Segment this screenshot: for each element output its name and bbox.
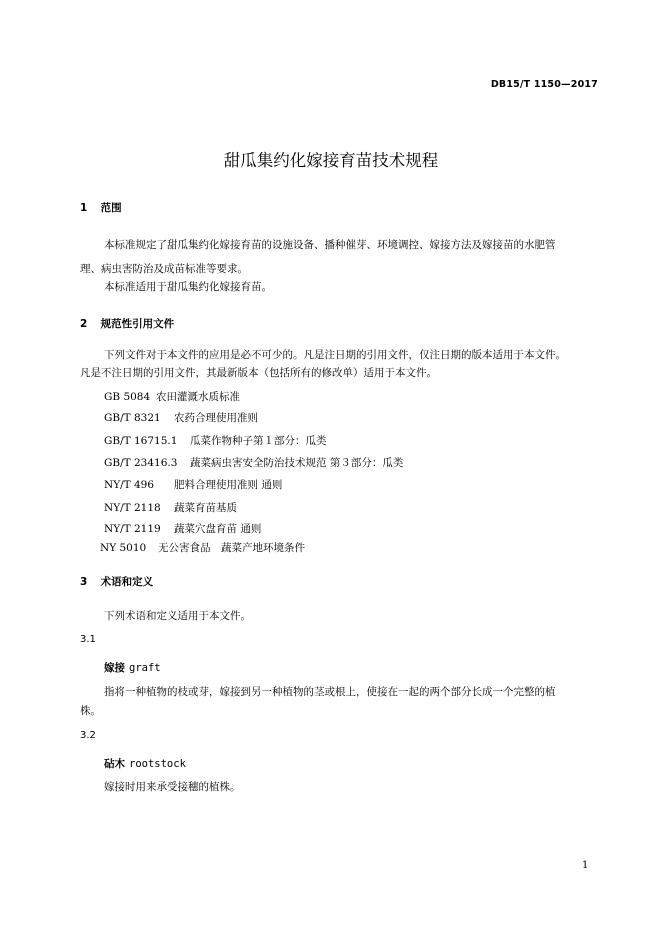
reference-name: 蔬菜病虫害安全防治技术规范 第３部分：瓜类 [190, 457, 404, 469]
section-number: 1 [80, 202, 88, 214]
section-3-heading [80, 574, 153, 589]
term-definition-line: 指将一种植物的枝或芽，嫁接到另一种植物的茎或根上，使接在一起的两个部分长成一个完整的植 [104, 686, 556, 698]
term-english: graft [129, 662, 161, 674]
reference-item [104, 389, 240, 404]
reference-code: NY/T 2119 [104, 523, 161, 535]
document-title: 甜瓜集约化嫁接育苗技术规程 [223, 151, 439, 170]
reference-name: 瓜菜作物种子第１部分：瓜类 [190, 435, 327, 447]
reference-item [104, 477, 282, 492]
references-intro-line: 下列文件对于本文件的应用是必不可少的。凡是注日期的引用文件，仅注日期的版本适用于本文件。 [104, 349, 566, 361]
reference-name: 肥料合理使用准则 通则 [174, 479, 283, 491]
reference-name: 农药合理使用准则 [174, 412, 258, 424]
reference-code: NY/T 496 [104, 479, 155, 491]
reference-item [100, 540, 305, 555]
section-number: 2 [80, 318, 88, 330]
reference-name: 蔬菜育苗基质 [174, 502, 237, 514]
reference-code: GB/T 16715.1 [104, 435, 178, 447]
reference-code: NY 5010 [100, 542, 147, 554]
term-chinese: 砧木 [104, 758, 125, 770]
scope-applicability: 本标准适用于甜瓜集约化嫁接育苗。 [104, 281, 272, 293]
term-definition-line: 嫁接时用来承受接穗的植株。 [104, 781, 241, 793]
clause-number: 3.2 [80, 730, 96, 741]
references-intro-line: 凡是不注日期的引用文件，其最新版本（包括所有的修改单）适用于本文件。 [80, 367, 437, 379]
section-title: 术语和定义 [100, 576, 154, 588]
section-title: 范围 [100, 202, 122, 214]
section-number: 3 [80, 576, 88, 588]
scope-paragraph-line: 本标准规定了甜瓜集约化嫁接育苗的设施设备、播种催芽、环境调控、嫁接方法及嫁接苗的水肥管 [104, 239, 556, 251]
reference-code: GB/T 8321 [104, 412, 161, 424]
term-chinese: 嫁接 [104, 662, 125, 674]
reference-code: GB/T 23416.3 [104, 457, 178, 469]
section-1-heading [80, 200, 122, 215]
term-heading [104, 660, 161, 675]
term-definition-line: 株。 [80, 705, 101, 717]
clause-number: 3.1 [80, 634, 96, 645]
reference-name: 蔬菜穴盘育苗 通则 [174, 523, 262, 535]
reference-item [104, 455, 403, 470]
reference-code: NY/T 2118 [104, 502, 161, 514]
section-2-heading [80, 316, 174, 331]
reference-name: 农田灌溉水质标准 [156, 391, 240, 403]
reference-item [104, 521, 261, 536]
term-heading [104, 756, 186, 771]
term-english: rootstock [129, 758, 186, 770]
reference-item [104, 433, 327, 448]
reference-code: GB 5084 [104, 391, 151, 403]
page-number: 1 [582, 860, 589, 871]
reference-item [104, 500, 237, 515]
reference-name: 无公害食品 蔬菜产地环境条件 [158, 542, 305, 554]
section-title: 规范性引用文件 [100, 318, 175, 330]
standard-code: DB15/T 1150—2017 [490, 79, 598, 90]
terms-intro: 下列术语和定义适用于本文件。 [104, 610, 251, 622]
scope-paragraph-line: 理、病虫害防治及成苗标准等要求。 [80, 263, 248, 275]
reference-item [104, 410, 258, 425]
